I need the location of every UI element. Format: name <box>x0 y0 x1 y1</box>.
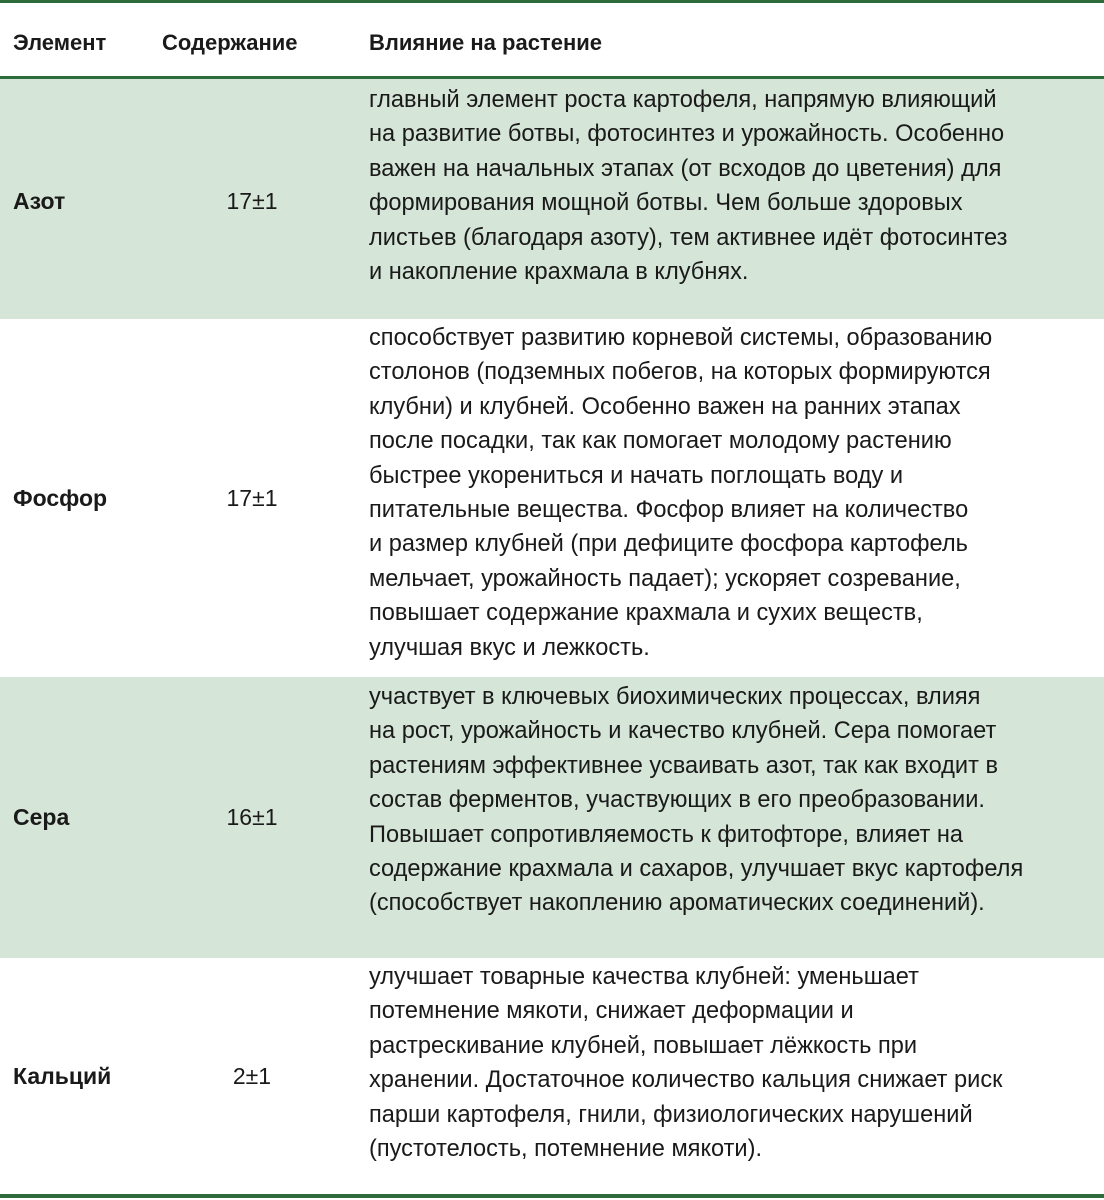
header-influence: Влияние на растение <box>369 30 602 55</box>
table-row-sulfur <box>0 677 1104 958</box>
header-element: Элемент <box>13 30 107 55</box>
element-cell: Азот <box>13 187 66 214</box>
table-row-calcium <box>0 958 1104 1194</box>
bottom-rule <box>0 1194 1104 1198</box>
element-cell: Фосфор <box>13 484 108 511</box>
content-cell: 17±1 <box>226 187 278 214</box>
content-cell: 16±1 <box>226 804 278 830</box>
influence-cell: участвует в ключевых биохимических процессах, влияя на рост, урожайность и качество клубней. Сера помогает растениям эффективнее усваивать азот, так как входит в состав ферментов, участвующих в его преобразовании. Повышает сопротивляемость к фитофторе, влияет на содержание крахмала и сахаров, улучшает вкус картофеля (способствует накоплению ароматических соединений). <box>369 684 1024 917</box>
element-cell: Кальций <box>13 1062 112 1089</box>
table-row-phosphorus <box>0 319 1104 677</box>
influence-cell: способствует развитию корневой системы, образованию столонов (подземных побегов, на которых формируются клубни) и клубней. Особенно важен на ранних этапах после посадки, так как помогает молодому растению быстрее укорениться и начать поглощать воду и питательные вещества. Фосфор влияет на количество и размер клубней (при дефиците фосфора картофель мельчает, урожайность падает); ускоряет созревание, повышает содержание крахмала и сухих веществ, улучшая вкус и лежкость. <box>369 325 993 661</box>
content-cell: 17±1 <box>226 484 278 511</box>
element-cell: Сера <box>13 804 70 830</box>
content-cell: 2±1 <box>232 1062 272 1089</box>
influence-cell: главный элемент роста картофеля, напрямую влияющий на развитие ботвы, фотосинтез и урожайность. Особенно важен на начальных этапах (от всходов до цветения) для формирования мощной ботвы. Чем больше здоровых листьев (благодаря азоту), тем активнее идёт фотосинтез и накопление крахмала в клубнях. <box>369 87 1008 286</box>
influence-cell: улучшает товарные качества клубней: уменьшает потемнение мякоти, снижает деформации и растрескивание клубней, повышает лёжкость при хранении. Достаточное количество кальция снижает риск парши картофеля, гнили, физиологических нарушений (пустотелость, потемнение мякоти). <box>369 964 1003 1163</box>
table-header <box>0 3 1104 76</box>
table-row-nitrogen <box>0 79 1104 319</box>
header-content: Содержание <box>162 30 298 55</box>
